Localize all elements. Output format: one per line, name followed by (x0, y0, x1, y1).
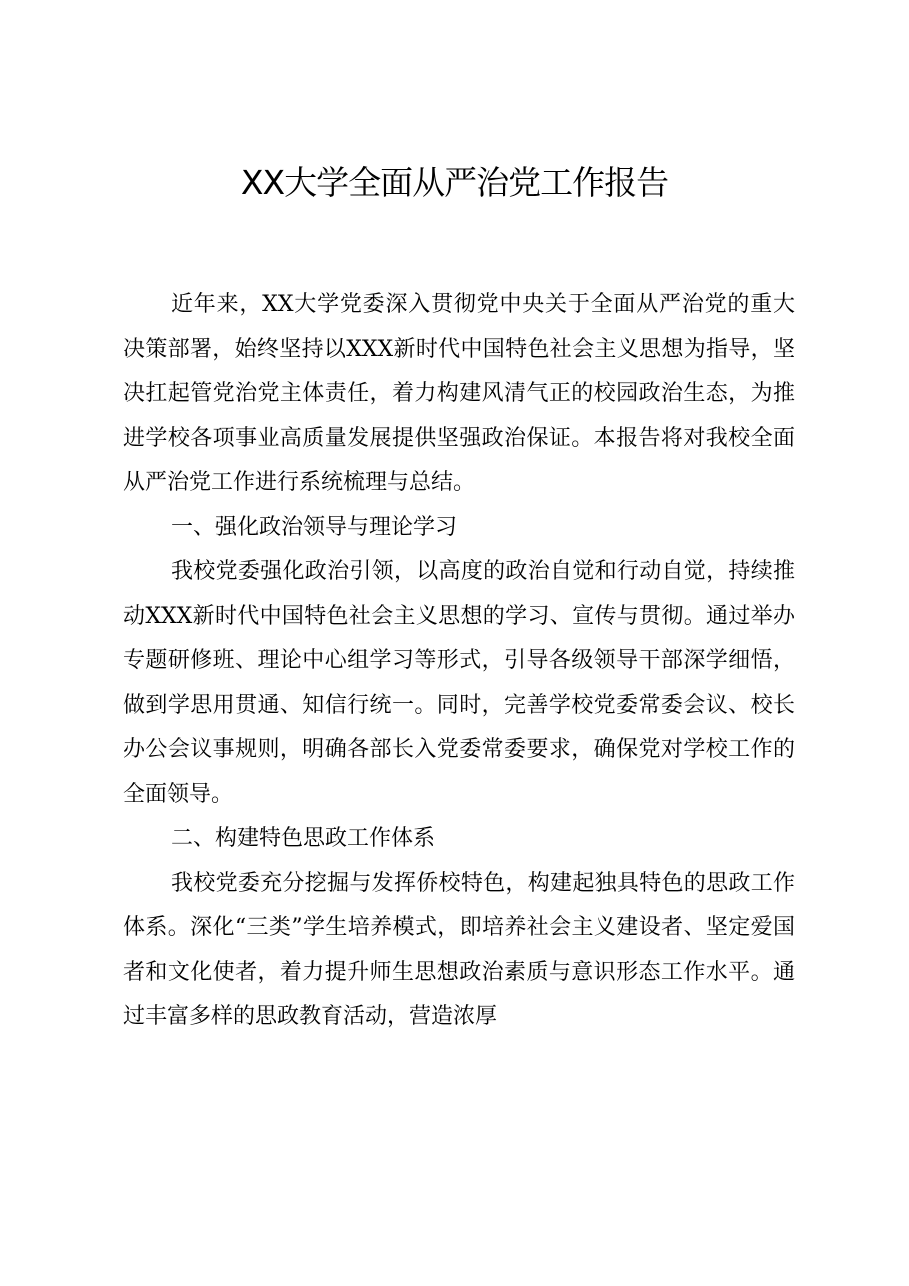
document-body (123, 283, 795, 1040)
document-title: XX大学全面从严治党工作报告 (240, 163, 669, 202)
section-heading-2: 二、构建特色思政工作体系 (171, 826, 436, 851)
intro-paragraph: 近年来，XX大学党委深入贯彻党中央关于全面从严治党的重大决策部署，始终坚持以XXX新时代中国特色社会主义思想为指导，坚决扛起管党治党主体责任，着力构建风清气正的校园政治生态，为推进学校各项事业高质量发展提供坚强政治保证。本报告将对我校全面从严治党工作进行系统梳理与总结。 (123, 292, 795, 495)
section-1-paragraph: 我校党委强化政治引领，以高度的政治自觉和行动自觉，持续推动XXX新时代中国特色社会主义思想的学习、宣传与贯彻。通过举办专题研修班、理论中心组学习等形式，引导各级领导干部深学细悟，做到学思用贯通、知信行统一。同时，完善学校党委常委会议、校长办公会议事规则，明确各部长入党委常委要求，确保党对学校工作的全面领导。 (123, 559, 795, 807)
section-2-paragraph: 我校党委充分挖掘与发挥侨校特色，构建起独具特色的思政工作体系。深化“三类”学生培养模式，即培养社会主义建设者、坚定爱国者和文化使者，着力提升师生思想政治素质与意识形态工作水平。通过丰富多样的思政教育活动，营造浓厚 (123, 870, 795, 1029)
section-heading-1: 一、强化政治领导与理论学习 (171, 514, 458, 540)
